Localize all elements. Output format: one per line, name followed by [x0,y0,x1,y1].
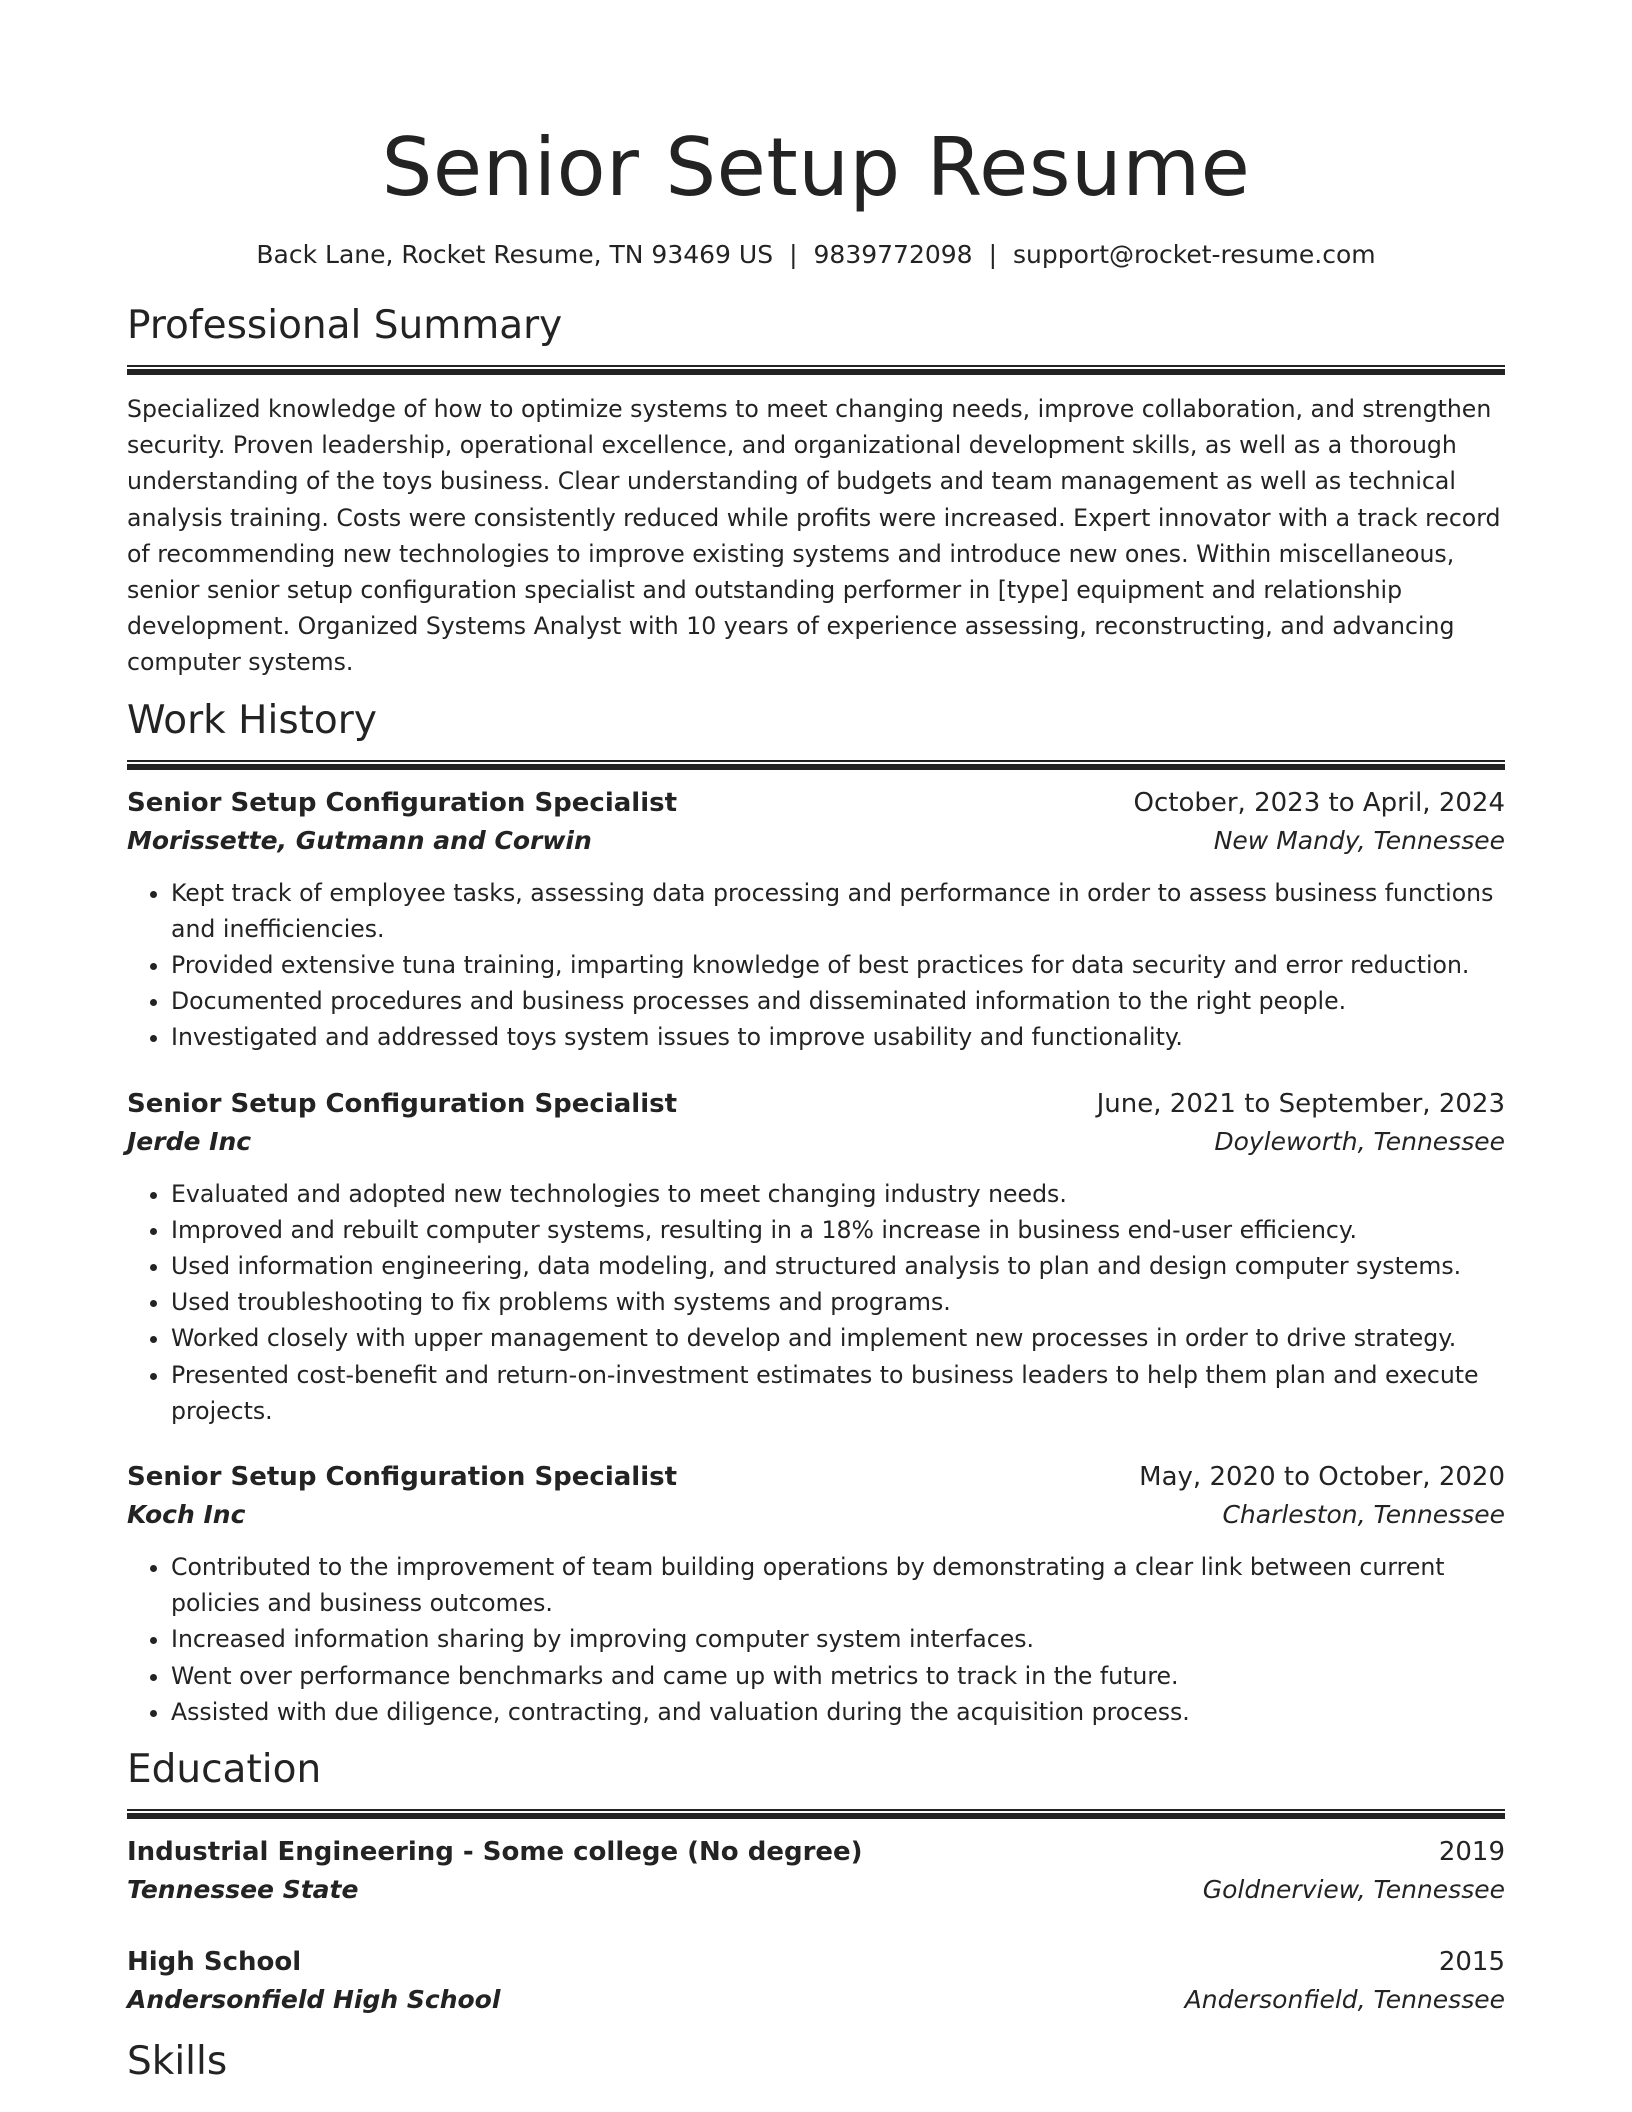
list-item: • Kept track of employee tasks, assessing data processing and performance in order to assess business functions and inefficiencies. [171,875,1505,947]
contact-separator: | [789,240,798,269]
work-history-section [127,696,1505,1730]
list-item: • Went over performance benchmarks and came up with metrics to track in the future. [171,1658,1505,1694]
job-entry [127,784,1505,1056]
list-item: • Improved and rebuilt computer systems, resulting in a 18% increase in business end-user efficiency. [171,1212,1505,1248]
section-divider [127,1809,1505,1819]
education-location: Goldnerview, Tennessee [1202,1875,1505,1905]
job-title: Senior Setup Configuration Specialist [127,1088,678,1119]
education-degree: Industrial Engineering - Some college (No degree) [127,1837,863,1868]
contact-address: Back Lane, Rocket Resume, TN 93469 US [256,240,774,269]
education-degree: High School [127,1947,302,1978]
list-item: • Worked closely with upper management to develop and implement new processes in order to drive strategy. [171,1320,1505,1356]
job-dates: May, 2020 to October, 2020 [1139,1462,1505,1493]
job-location: Doyleworth, Tennessee [1214,1126,1505,1156]
education-section [127,1745,1505,2019]
job-dates: June, 2021 to September, 2023 [1096,1088,1505,1119]
section-divider [127,365,1505,375]
job-company: Jerde Inc [127,1126,252,1156]
summary-section [127,301,1505,681]
job-company: Morissette, Gutmann and Corwin [127,825,592,855]
contact-phone: 9839772098 [813,240,973,269]
skills-heading: Skills [127,2039,228,2085]
list-item: • Increased information sharing by improving computer system interfaces. [171,1621,1505,1657]
job-bullets [127,1176,1505,1429]
job-dates: October, 2023 to April, 2024 [1133,787,1505,818]
job-company: Koch Inc [127,1500,246,1530]
list-item: • Investigated and addressed toys system issues to improve usability and functionality. [171,1019,1505,1055]
education-heading: Education [127,1747,322,1793]
education-year: 2015 [1438,1947,1505,1978]
resume-name: Senior Setup Resume [381,121,1251,214]
job-entry [127,1085,1505,1429]
job-entry [127,1458,1505,1730]
summary-text: Specialized knowledge of how to optimize systems to meet changing needs, improve collaboration, and strengthen security. Proven leadership, operational excellence, and organizational development skills, as well as a thorough understanding of the toys business. Clear understanding of budgets and team management as well as technical analysis training. Costs were consistently reduced while profits were increased. Expert innovator with a track record of recommending new technologies to improve existing systems and introduce new ones. Within miscellaneous, senior senior setup configuration specialist and outstanding performer in [type] equipment and relationship development. Organized Systems Analyst with 10 years of experience assessing, reconstructing, and advancing computer systems. [127,395,1501,677]
job-title: Senior Setup Configuration Specialist [127,1462,678,1493]
education-school: Andersonfield High School [127,1985,501,2015]
summary-heading: Professional Summary [127,303,563,348]
job-bullets [127,1549,1505,1730]
education-location: Andersonfield, Tennessee [1184,1985,1505,2015]
skills-section [127,2037,1505,2087]
education-entry [127,1833,1505,1909]
list-item: • Used troubleshooting to fix problems with systems and programs. [171,1284,1505,1320]
job-title: Senior Setup Configuration Specialist [127,787,678,818]
job-location: Charleston, Tennessee [1222,1500,1505,1530]
list-item: • Presented cost-benefit and return-on-investment estimates to business leaders to help them plan and execute projects. [171,1357,1505,1429]
list-item: • Assisted with due diligence, contracting, and valuation during the acquisition process. [171,1694,1505,1730]
education-year: 2019 [1438,1837,1505,1868]
list-item: • Used information engineering, data modeling, and structured analysis to plan and design computer systems. [171,1248,1505,1284]
list-item: • Evaluated and adopted new technologies to meet changing industry needs. [171,1176,1505,1212]
list-item: • Contributed to the improvement of team building operations by demonstrating a clear link between current policies and business outcomes. [171,1549,1505,1621]
contact-line [127,238,1505,272]
list-item: • Provided extensive tuna training, imparting knowledge of best practices for data security and error reduction. [171,947,1505,983]
work-history-heading: Work History [127,697,377,743]
section-divider [127,760,1505,770]
education-school: Tennessee State [127,1875,359,1905]
education-entry [127,1943,1505,2019]
list-item: • Documented procedures and business processes and disseminated information to the right people. [171,983,1505,1019]
contact-separator: | [988,240,998,269]
contact-email: support@rocket-resume.com [1013,240,1376,269]
job-bullets [127,875,1505,1056]
job-location: New Mandy, Tennessee [1213,825,1505,855]
